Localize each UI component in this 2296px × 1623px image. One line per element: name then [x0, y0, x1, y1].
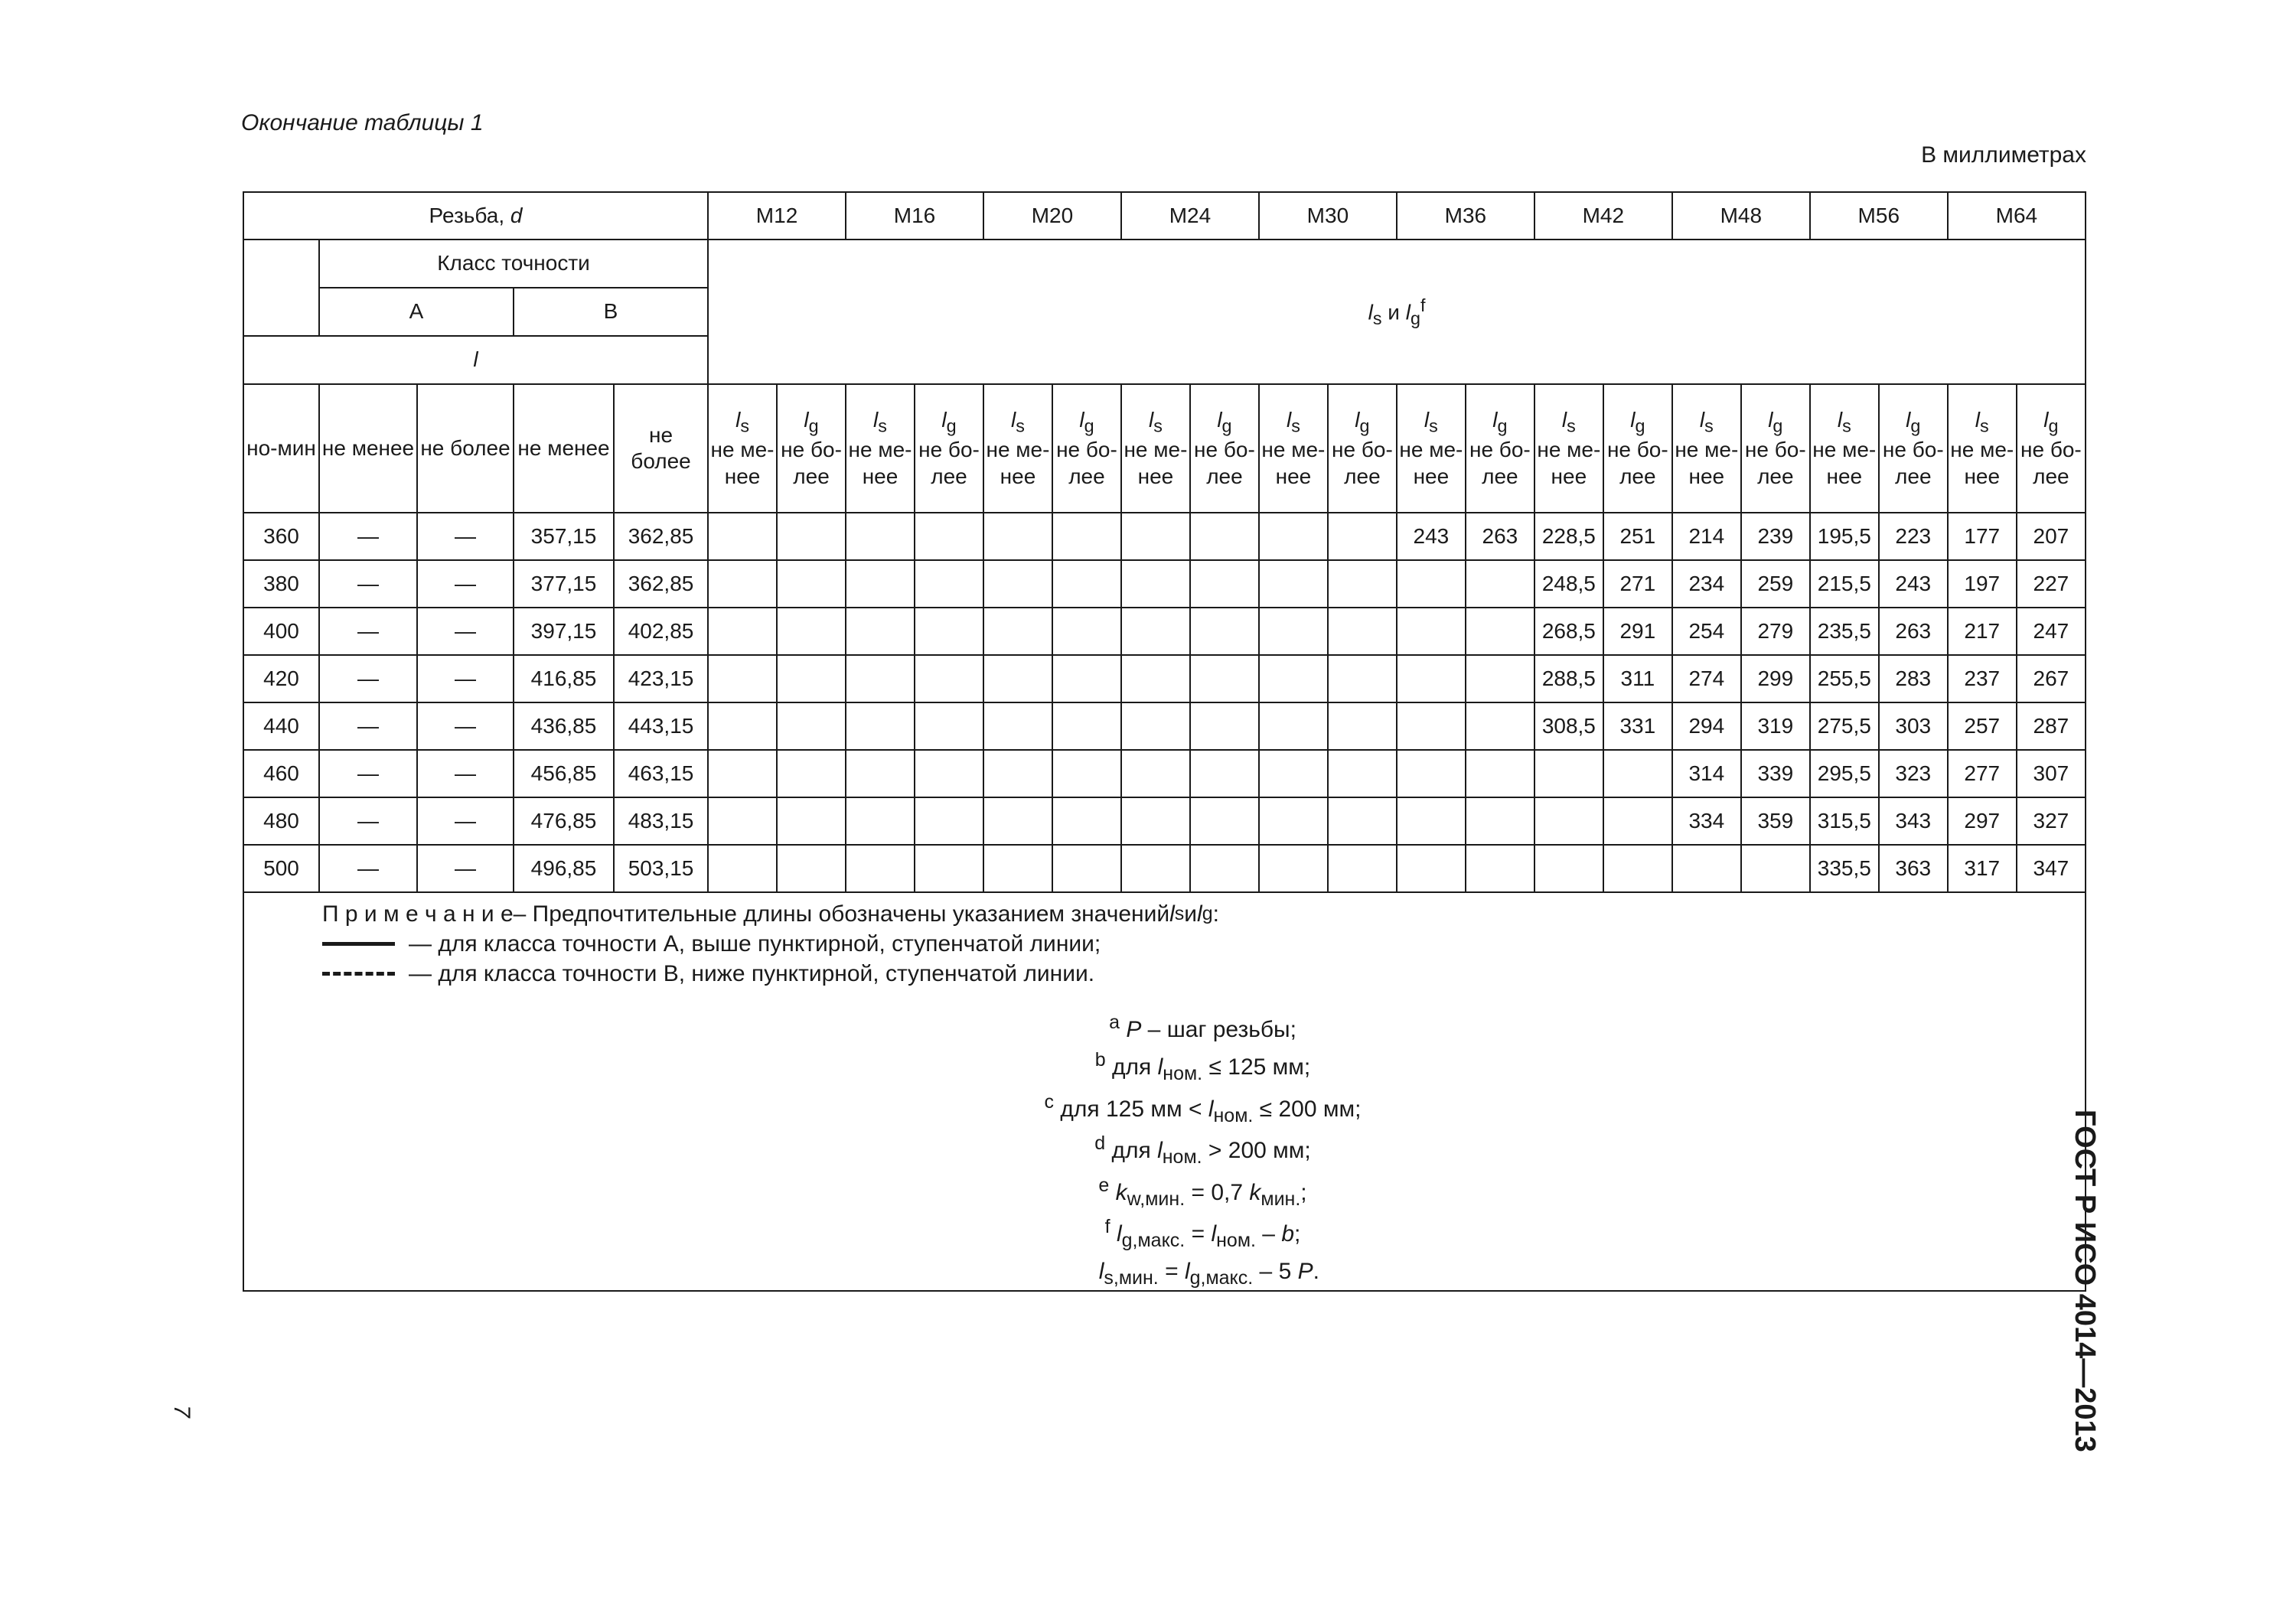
- cell-value: 214: [1672, 513, 1741, 560]
- cell-a-min: —: [319, 845, 417, 892]
- cell-value: 243: [1879, 560, 1948, 608]
- cell-value: [1052, 702, 1121, 750]
- cell-value: [1052, 845, 1121, 892]
- cell-value: [1397, 845, 1466, 892]
- cell-value: [915, 845, 983, 892]
- cell-value: 223: [1879, 513, 1948, 560]
- cell-value: [1603, 845, 1672, 892]
- cell-value: [1328, 845, 1397, 892]
- cell-value: [708, 513, 777, 560]
- cell-value: [1052, 608, 1121, 655]
- cell-value: 343: [1879, 797, 1948, 845]
- cell-value: 288,5: [1534, 655, 1603, 702]
- cell-value: 283: [1879, 655, 1948, 702]
- cell-value: [1259, 750, 1328, 797]
- thread-m64: М64: [1948, 192, 2086, 240]
- col-lg-8: $l_g$ не бо-лее: [1879, 384, 1948, 513]
- cell-value: [915, 513, 983, 560]
- cell-value: [1466, 608, 1534, 655]
- cell-value: [777, 608, 846, 655]
- class-a-header: А: [319, 288, 514, 336]
- bolt-length-table: [243, 191, 2086, 1292]
- cell-value: [1121, 702, 1190, 750]
- cell-value: [1190, 608, 1259, 655]
- cell-value: [777, 513, 846, 560]
- cell-value: [846, 797, 915, 845]
- cell-value: 267: [2017, 655, 2086, 702]
- cell-value: [915, 655, 983, 702]
- cell-b-max: 503,15: [614, 845, 708, 892]
- thread-m36: М36: [1397, 192, 1534, 240]
- col-a-min: не менее: [319, 384, 417, 513]
- cell-value: [1259, 702, 1328, 750]
- cell-value: 227: [2017, 560, 2086, 608]
- cell-value: [1259, 513, 1328, 560]
- footnote-f-continued: $l_{s,мин.} = l_{g,макс.} - 5$ P.: [1098, 1258, 1319, 1289]
- cell-value: [1534, 797, 1603, 845]
- cell-b-max: 463,15: [614, 750, 708, 797]
- cell-value: [846, 702, 915, 750]
- cell-value: [983, 655, 1052, 702]
- cell-a-max: —: [417, 560, 514, 608]
- cell-value: [708, 655, 777, 702]
- thread-m56: М56: [1810, 192, 1948, 240]
- cell-value: 263: [1879, 608, 1948, 655]
- cell-a-min: —: [319, 702, 417, 750]
- cell-a-max: —: [417, 655, 514, 702]
- cell-value: [1259, 560, 1328, 608]
- cell-value: [1259, 845, 1328, 892]
- cell-a-min: —: [319, 513, 417, 560]
- cell-value: [777, 797, 846, 845]
- col-lg-4: $l_g$ не бо-лее: [1328, 384, 1397, 513]
- cell-value: [708, 702, 777, 750]
- cell-a-max: —: [417, 608, 514, 655]
- cell-nom: 380: [243, 560, 319, 608]
- cell-value: [983, 702, 1052, 750]
- cell-value: 297: [1948, 797, 2017, 845]
- cell-value: [708, 845, 777, 892]
- cell-value: [983, 513, 1052, 560]
- cell-b-max: 443,15: [614, 702, 708, 750]
- col-ls-1: $l_s$ не ме-нее: [846, 384, 915, 513]
- cell-value: 299: [1741, 655, 1810, 702]
- cell-b-min: 456,85: [514, 750, 614, 797]
- cell-value: [777, 845, 846, 892]
- cell-value: 339: [1741, 750, 1810, 797]
- cell-value: [1397, 560, 1466, 608]
- cell-value: [1052, 560, 1121, 608]
- cell-nom: 420: [243, 655, 319, 702]
- cell-value: 303: [1879, 702, 1948, 750]
- cell-value: [708, 750, 777, 797]
- cell-nom: 360: [243, 513, 319, 560]
- cell-value: [1190, 845, 1259, 892]
- cell-a-min: —: [319, 560, 417, 608]
- table-row: [243, 702, 2086, 750]
- cell-value: [1397, 655, 1466, 702]
- page-number: 7: [169, 1405, 194, 1418]
- cell-value: 363: [1879, 845, 1948, 892]
- cell-value: 307: [2017, 750, 2086, 797]
- col-ls-8: $l_s$ не ме-нее: [1810, 384, 1879, 513]
- cell-a-max: —: [417, 750, 514, 797]
- cell-value: [983, 608, 1052, 655]
- cell-a-max: —: [417, 702, 514, 750]
- cell-value: [846, 560, 915, 608]
- cell-value: [777, 655, 846, 702]
- solid-line-sample: [322, 942, 395, 946]
- document-standard-title: ГОСТ Р ИСО 4014—2013: [2069, 1110, 2101, 1452]
- col-a-max: не более: [417, 384, 514, 513]
- legend-solid: — для класса точности А, выше пунктирной, ступенчатой линии;: [322, 929, 2083, 959]
- cell-value: [1190, 560, 1259, 608]
- cell-a-max: —: [417, 797, 514, 845]
- cell-value: [1259, 655, 1328, 702]
- cell-value: [1397, 702, 1466, 750]
- cell-value: [846, 513, 915, 560]
- cell-value: [915, 750, 983, 797]
- cell-value: 195,5: [1810, 513, 1879, 560]
- empty-header-cell: [243, 240, 319, 336]
- cell-value: 255,5: [1810, 655, 1879, 702]
- col-ls-4: $l_s$ не ме-нее: [1259, 384, 1328, 513]
- cell-value: [1466, 560, 1534, 608]
- cell-value: [777, 750, 846, 797]
- cell-value: 177: [1948, 513, 2017, 560]
- cell-value: [1534, 845, 1603, 892]
- table-row: [243, 608, 2086, 655]
- cell-value: 334: [1672, 797, 1741, 845]
- cell-value: 291: [1603, 608, 1672, 655]
- table-row: [243, 845, 2086, 892]
- cell-value: 197: [1948, 560, 2017, 608]
- cell-value: 294: [1672, 702, 1741, 750]
- col-lg-1: $l_g$ не бо-лее: [915, 384, 983, 513]
- cell-value: 228,5: [1534, 513, 1603, 560]
- ls-lg-header: $l_s$ и $l_g^f$: [708, 240, 2086, 384]
- cell-value: [1190, 513, 1259, 560]
- cell-value: 323: [1879, 750, 1948, 797]
- col-ls-2: $l_s$ не ме-нее: [983, 384, 1052, 513]
- cell-value: [1121, 655, 1190, 702]
- col-ls-3: $l_s$ не ме-нее: [1121, 384, 1190, 513]
- cell-nom: 460: [243, 750, 319, 797]
- cell-a-max: —: [417, 513, 514, 560]
- cell-value: [915, 560, 983, 608]
- cell-value: 263: [1466, 513, 1534, 560]
- cell-value: [983, 560, 1052, 608]
- col-b-max: не более: [614, 384, 708, 513]
- cell-nom: 440: [243, 702, 319, 750]
- col-lg-0: $l_g$ не бо-лее: [777, 384, 846, 513]
- cell-value: [1121, 845, 1190, 892]
- cell-value: [1121, 750, 1190, 797]
- cell-value: [1603, 750, 1672, 797]
- cell-value: 319: [1741, 702, 1810, 750]
- cell-value: [1190, 655, 1259, 702]
- cell-value: [1328, 560, 1397, 608]
- col-lg-3: $l_g$ не бо-лее: [1190, 384, 1259, 513]
- cell-b-max: 362,85: [614, 560, 708, 608]
- cell-value: [1328, 655, 1397, 702]
- cell-value: [1466, 797, 1534, 845]
- table-row: [243, 513, 2086, 560]
- cell-value: [708, 797, 777, 845]
- cell-value: 311: [1603, 655, 1672, 702]
- cell-value: 248,5: [1534, 560, 1603, 608]
- col-ls-5: $l_s$ не ме-нее: [1397, 384, 1466, 513]
- cell-value: 247: [2017, 608, 2086, 655]
- cell-b-min: 436,85: [514, 702, 614, 750]
- cell-value: [915, 797, 983, 845]
- table-row: [243, 797, 2086, 845]
- cell-value: 274: [1672, 655, 1741, 702]
- cell-value: [1466, 750, 1534, 797]
- footnote-d: $^d$ для $l_{ном.} > 200$ мм;: [1094, 1133, 1311, 1168]
- cell-value: 335,5: [1810, 845, 1879, 892]
- table-row: [243, 750, 2086, 797]
- cell-value: [1052, 797, 1121, 845]
- cell-value: 314: [1672, 750, 1741, 797]
- col-lg-6: $l_g$ не бо-лее: [1603, 384, 1672, 513]
- cell-value: [1466, 845, 1534, 892]
- cell-value: [983, 797, 1052, 845]
- cell-value: [1121, 513, 1190, 560]
- footnote-e: $^e$ $k_{w,мин.} = 0,7$ $k_{мин.}$;: [1098, 1174, 1307, 1210]
- units-label: В миллиметрах: [1921, 142, 2086, 168]
- col-ls-7: $l_s$ не ме-нее: [1672, 384, 1741, 513]
- cell-b-min: 496,85: [514, 845, 614, 892]
- col-lg-9: $l_g$ не бо-лее: [2017, 384, 2086, 513]
- cell-value: [846, 750, 915, 797]
- note-cell: [243, 892, 2086, 1291]
- cell-value: [1052, 655, 1121, 702]
- col-ls-9: $l_s$ не ме-нее: [1948, 384, 2017, 513]
- thread-m20: М20: [983, 192, 1121, 240]
- length-l-header: l: [243, 336, 708, 384]
- cell-b-max: 423,15: [614, 655, 708, 702]
- cell-value: [1672, 845, 1741, 892]
- cell-value: 257: [1948, 702, 2017, 750]
- col-lg-7: $l_g$ не бо-лее: [1741, 384, 1810, 513]
- cell-value: [915, 702, 983, 750]
- cell-value: 217: [1948, 608, 2017, 655]
- cell-a-min: —: [319, 750, 417, 797]
- cell-value: [1190, 702, 1259, 750]
- cell-value: 327: [2017, 797, 2086, 845]
- footnote-f: $^f$ $l_{g,макс.} = l_{ном.} - b$;: [1104, 1216, 1301, 1251]
- thread-header: Резьба, d: [243, 192, 708, 240]
- cell-b-min: 357,15: [514, 513, 614, 560]
- dashed-line-sample: [322, 972, 395, 976]
- cell-value: 277: [1948, 750, 2017, 797]
- cell-value: 295,5: [1810, 750, 1879, 797]
- col-ls-0: $l_s$ не ме-нее: [708, 384, 777, 513]
- cell-a-max: —: [417, 845, 514, 892]
- footnote-a: $^a$ P – шаг резьбы;: [1109, 1012, 1296, 1042]
- cell-value: [1328, 797, 1397, 845]
- cell-value: [1397, 608, 1466, 655]
- cell-b-max: 483,15: [614, 797, 708, 845]
- cell-value: [1328, 608, 1397, 655]
- footnote-b: $^b$ для $l_{ном.} \le 125$ мм;: [1094, 1049, 1311, 1084]
- cell-b-min: 476,85: [514, 797, 614, 845]
- cell-b-min: 397,15: [514, 608, 614, 655]
- cell-value: 207: [2017, 513, 2086, 560]
- cell-b-max: 402,85: [614, 608, 708, 655]
- cell-value: 251: [1603, 513, 1672, 560]
- cell-b-min: 377,15: [514, 560, 614, 608]
- cell-value: [1259, 608, 1328, 655]
- thread-m48: М48: [1672, 192, 1810, 240]
- cell-nom: 500: [243, 845, 319, 892]
- cell-value: [1052, 750, 1121, 797]
- cell-a-min: —: [319, 797, 417, 845]
- cell-value: [1259, 797, 1328, 845]
- table-row: [243, 560, 2086, 608]
- cell-value: 287: [2017, 702, 2086, 750]
- col-nominal: но-мин: [243, 384, 319, 513]
- cell-value: [777, 560, 846, 608]
- cell-value: 308,5: [1534, 702, 1603, 750]
- thread-m16: М16: [846, 192, 983, 240]
- accuracy-class-header: Класс точности: [319, 240, 708, 288]
- col-ls-6: $l_s$ не ме-нее: [1534, 384, 1603, 513]
- cell-value: [1052, 513, 1121, 560]
- cell-value: [983, 845, 1052, 892]
- cell-value: 359: [1741, 797, 1810, 845]
- cell-value: 275,5: [1810, 702, 1879, 750]
- legend-dashed: — для класса точности В, ниже пунктирной, ступенчатой линии.: [322, 959, 2083, 989]
- col-lg-2: $l_g$ не бо-лее: [1052, 384, 1121, 513]
- cell-value: 235,5: [1810, 608, 1879, 655]
- cell-nom: 400: [243, 608, 319, 655]
- cell-value: 237: [1948, 655, 2017, 702]
- cell-value: 239: [1741, 513, 1810, 560]
- thread-m42: М42: [1534, 192, 1672, 240]
- cell-value: 243: [1397, 513, 1466, 560]
- cell-value: [708, 560, 777, 608]
- cell-value: 215,5: [1810, 560, 1879, 608]
- footnote-c: $^c$ для 125 мм < $l_{ном.} \le 200$ мм;: [1044, 1090, 1362, 1126]
- cell-value: [1741, 845, 1810, 892]
- col-b-min: не менее: [514, 384, 614, 513]
- cell-value: [1534, 750, 1603, 797]
- cell-value: [708, 608, 777, 655]
- table-caption: Окончание таблицы 1: [241, 110, 484, 135]
- cell-a-min: —: [319, 655, 417, 702]
- class-b-header: В: [514, 288, 708, 336]
- cell-b-max: 362,85: [614, 513, 708, 560]
- thread-m30: М30: [1259, 192, 1397, 240]
- cell-value: 259: [1741, 560, 1810, 608]
- cell-value: [846, 845, 915, 892]
- table-row: [243, 655, 2086, 702]
- cell-a-min: —: [319, 608, 417, 655]
- cell-value: [1190, 750, 1259, 797]
- cell-value: 279: [1741, 608, 1810, 655]
- col-lg-5: $l_g$ не бо-лее: [1466, 384, 1534, 513]
- cell-value: 254: [1672, 608, 1741, 655]
- cell-value: [1603, 797, 1672, 845]
- cell-value: [1121, 608, 1190, 655]
- cell-value: 331: [1603, 702, 1672, 750]
- cell-value: [1190, 797, 1259, 845]
- cell-value: [846, 608, 915, 655]
- cell-value: [777, 702, 846, 750]
- cell-value: [915, 608, 983, 655]
- cell-value: [983, 750, 1052, 797]
- cell-b-min: 416,85: [514, 655, 614, 702]
- cell-value: [1121, 797, 1190, 845]
- cell-value: 317: [1948, 845, 2017, 892]
- cell-value: [1328, 750, 1397, 797]
- cell-value: 271: [1603, 560, 1672, 608]
- cell-value: [1397, 750, 1466, 797]
- note-text: П р и м е ч а н и е – Предпочтительные длины обозначены указанием значений l s и l g :: [322, 901, 1219, 927]
- cell-value: [1397, 797, 1466, 845]
- cell-value: [1466, 655, 1534, 702]
- cell-nom: 480: [243, 797, 319, 845]
- cell-value: [1121, 560, 1190, 608]
- cell-value: [1328, 702, 1397, 750]
- cell-value: 315,5: [1810, 797, 1879, 845]
- thread-m12: М12: [708, 192, 846, 240]
- cell-value: 234: [1672, 560, 1741, 608]
- cell-value: [846, 655, 915, 702]
- cell-value: 347: [2017, 845, 2086, 892]
- thread-m24: М24: [1121, 192, 1259, 240]
- cell-value: [1466, 702, 1534, 750]
- cell-value: [1328, 513, 1397, 560]
- cell-value: 268,5: [1534, 608, 1603, 655]
